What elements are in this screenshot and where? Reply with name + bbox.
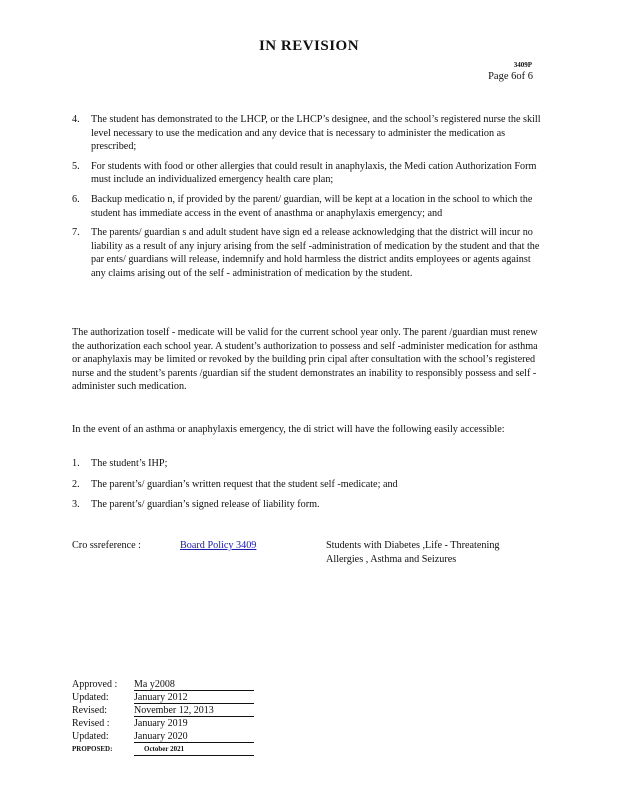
history-date: January 2019: [134, 718, 188, 729]
list-item: [72, 113, 542, 154]
item-text: Backup medicatio n, if provided by the parent/ guardian, will be kept at a location in the school to which the student has immediate access in the event of anasthma or anaphylaxis emergency; and: [91, 193, 533, 219]
revision-history: [72, 678, 254, 756]
description-line: Allergies , Asthma and Seizures: [326, 553, 457, 565]
history-label: Updated:: [72, 731, 109, 742]
item-text: The student has demonstrated to the LHCP, or the LHCP’s designee, and the school’s registered nurse the skill level necessary to use the medication and any device that is necessary to administer the medication as prescribed;: [91, 114, 541, 153]
history-row: [72, 743, 254, 756]
history-label: Updated:: [72, 692, 109, 703]
history-date: November 12, 2013: [134, 705, 214, 716]
list-item: [72, 193, 542, 220]
history-date: Ma y2008: [134, 679, 175, 690]
list-item: [72, 498, 542, 512]
cross-reference-label: Cro ssreference :: [72, 540, 142, 551]
item-text: The parents/ guardian s and adult student have sign ed a release acknowledging that the district will incur no liability as a result of any injury arising from the self -administration of medication by the student and that the par ents/ guardians will release, indemnify and hold harmless the district andits employees or agents against any claims arising out of the self - administration of medication by the student.: [91, 227, 540, 279]
list-item: [72, 226, 542, 280]
item-number: 2.: [72, 478, 80, 490]
item-number: 4.: [72, 114, 80, 125]
authorization-paragraph: The authorization toself - medicate will be valid for the current school year only. The parent /guardian must renew the authorization each school year. A student’s authorization to possess and self -administer medication for asthma or anaphylaxis may be limited or revoked by the building prin cipal after consultation with the school’s registered nurse and the student’s parents /guardian sif the student demonstrates an inability to responsibly possess and self - administer such medication.: [72, 327, 538, 393]
item-number: 1.: [72, 458, 80, 469]
item-text: The parent’s/ guardian’s signed release of liability form.: [91, 499, 320, 511]
item-text: The parent’s/ guardian’s written request that the student self -medicate; and: [91, 478, 398, 490]
history-label: PROPOSED:: [72, 745, 113, 753]
history-row: [72, 691, 254, 704]
history-label: Approved :: [72, 679, 118, 690]
history-row: [72, 730, 254, 743]
revision-title: IN REVISION: [258, 38, 360, 54]
history-row: [72, 678, 254, 691]
emergency-paragraph: In the event of an asthma or anaphylaxis emergency, the di strict will have the following easily accessible:: [72, 424, 505, 435]
item-text: For students with food or other allergies that could result in anaphylaxis, the Medi cation Authorization Form must include an individualized emergency health care plan;: [91, 160, 537, 186]
history-row: [72, 704, 254, 717]
history-date: January 2012: [134, 692, 188, 703]
history-label: Revised:: [72, 705, 107, 716]
history-label: Revised :: [72, 718, 110, 729]
history-date: January 2020: [134, 731, 188, 742]
policy-code: 3409P: [513, 61, 532, 69]
list-item: [72, 457, 542, 471]
list-item: [72, 478, 542, 492]
item-number: 3.: [72, 499, 80, 511]
item-number: 5.: [72, 160, 80, 172]
cross-reference: [72, 539, 542, 579]
accessible-items-list: [72, 457, 542, 519]
condition-list: [72, 113, 542, 287]
item-text: The student’s IHP;: [91, 458, 168, 469]
cross-reference-description: [326, 539, 542, 566]
board-policy-link[interactable]: Board Policy 3409: [180, 540, 257, 551]
item-number: 7.: [72, 227, 80, 239]
item-number: 6.: [72, 193, 80, 205]
page-number: Page 6of 6: [488, 71, 533, 82]
description-line: Students with Diabetes ,Life - Threatening: [326, 540, 500, 551]
list-item: [72, 160, 542, 187]
history-row: [72, 717, 254, 730]
history-date: October 2021: [144, 745, 185, 753]
